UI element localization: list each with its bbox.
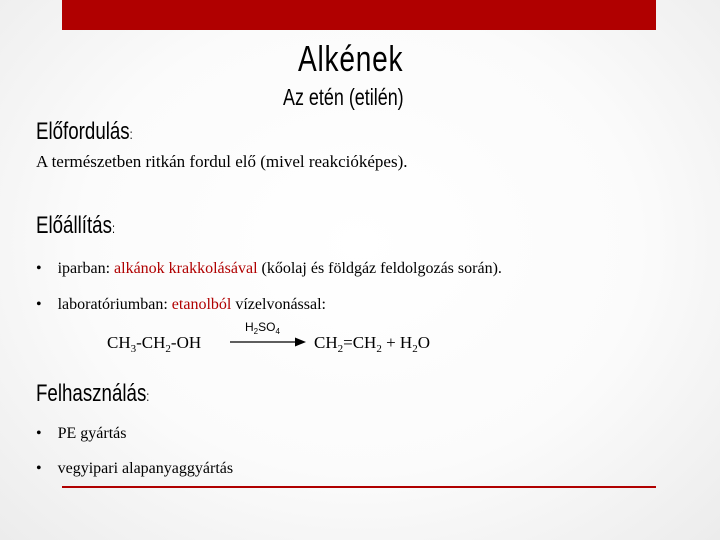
industry-highlight: alkánok krakkolásával (114, 260, 258, 277)
bullet-icon: • (36, 460, 42, 477)
page-title: Alkének (298, 38, 404, 79)
usage-item-feedstock (36, 460, 233, 478)
industry-label: iparban: (57, 260, 111, 277)
occurrence-text: A természetben ritkán fordul elő (mivel reakcióképes). (36, 152, 408, 171)
page-subtitle: Az etén (etilén) (283, 84, 404, 110)
bullet-icon: • (36, 296, 42, 313)
usage-item-label: vegyipari alapanyaggyártás (57, 460, 234, 477)
industry-rest: (kőolaj és földgáz feldolgozás során). (257, 260, 502, 277)
reaction-reactant: $CH_3-CH_2-OH$ (107, 333, 202, 355)
usage-heading: Felhasználás: (36, 380, 150, 407)
lab-bullet-item (36, 296, 326, 314)
usage-item-label: PE gyártás (57, 425, 127, 442)
bullet-icon: • (36, 260, 42, 277)
usage-item-pe (36, 425, 126, 443)
bottom-accent-line (62, 486, 656, 488)
bullet-icon: • (36, 425, 42, 442)
occurrence-heading: Előfordulás: (36, 118, 133, 145)
production-heading: Előállítás: (36, 212, 115, 239)
reaction-catalyst: $H_2SO_4$ (245, 320, 280, 336)
lab-highlight: etanolból (171, 296, 232, 313)
reaction-product: $CH_2=CH_2 + H_2O$ (314, 333, 430, 355)
industry-bullet-item (36, 260, 502, 278)
lab-rest: vízelvonással: (231, 296, 326, 313)
lab-label: laboratóriumban: (57, 296, 168, 313)
reaction-arrow-icon (230, 336, 306, 348)
top-accent-bar (62, 0, 656, 30)
